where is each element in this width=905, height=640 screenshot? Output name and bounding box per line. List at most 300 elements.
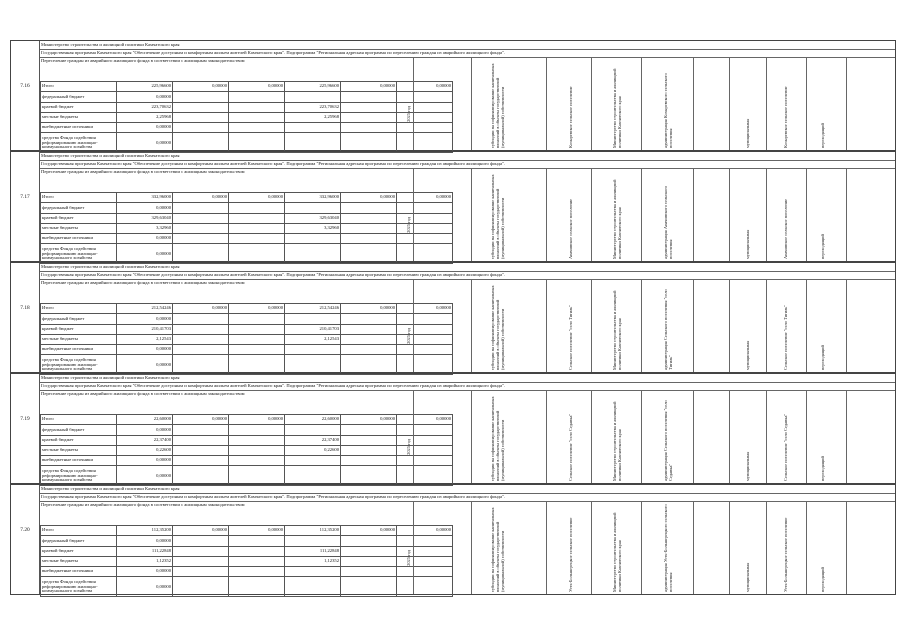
amount-cell [229, 314, 285, 324]
program-header: Государственная программа Камчатского края "Обеспечение доступным и комфортным жильем жителей Камчатского края". Подпрограмма "Региональная адресная программа по переселению граждан из аварийного жилищного фонда". [40, 49, 895, 58]
vertical-cell-v6 [771, 503, 799, 593]
vertical-text: Министерство строительства и жилищной политики Камчатского края [612, 512, 622, 592]
amount-cell [285, 466, 341, 486]
amount-cell: 0,00000 [229, 526, 285, 536]
table-row [41, 324, 453, 334]
vertical-cell-v3 [599, 503, 635, 593]
finance-grid [40, 303, 453, 375]
event-header: Переселение граждан из аварийного жилищного фонда в соответствии с жилищным законодательством [41, 391, 245, 396]
amount-cell: 0,00000 [397, 193, 453, 203]
vertical-cell-v7 [811, 392, 833, 482]
year-label: 2025 год [405, 217, 411, 233]
amount-cell: 0,00000 [117, 92, 173, 102]
table-row [41, 345, 453, 355]
vertical-text: переходящий [819, 456, 825, 481]
table-row [41, 304, 453, 314]
amount-cell [285, 425, 341, 435]
amount-cell [341, 536, 397, 546]
row-number: 7.16 [20, 83, 30, 89]
amount-cell [229, 112, 285, 122]
amount-cell: 0,00000 [117, 536, 173, 546]
row-number: 7.17 [20, 194, 30, 200]
amount-cell [285, 92, 341, 102]
amount-cell: 210,41703 [285, 324, 341, 334]
program-header: Государственная программа Камчатского края "Обеспечение доступным и комфортным жильем жителей Камчатского края". Подпрограмма "Региональная адресная программа по переселению граждан из аварийного жилищного фонда". [40, 382, 895, 391]
amount-cell [285, 345, 341, 355]
amount-cell [173, 334, 229, 344]
amount-cell [173, 567, 229, 577]
row-label: федеральный бюджет [41, 536, 117, 546]
amount-cell: 1,12352 [285, 556, 341, 566]
table-row [41, 244, 453, 264]
amount-cell: 0,00000 [341, 304, 397, 314]
column-divider [846, 57, 847, 150]
row-label: внебюджетные источники [41, 234, 117, 244]
column-divider [693, 168, 694, 261]
amount-cell [229, 203, 285, 213]
amount-cell: 0,22600 [117, 445, 173, 455]
amount-cell: 111,22848 [285, 546, 341, 556]
program-header: Государственная программа Камчатского края "Обеспечение доступным и комфортным жильем жителей Камчатского края". Подпрограмма "Региональная адресная программа по переселению граждан из аварийного жилищного фонда". [40, 493, 895, 502]
budget-table [10, 40, 896, 596]
amount-cell [173, 102, 229, 112]
amount-cell [173, 466, 229, 486]
column-divider [806, 57, 807, 150]
amount-cell: 0,00000 [117, 456, 173, 466]
amount-cell [229, 556, 285, 566]
row-label: местные бюджеты [41, 445, 117, 455]
vertical-cell-v2 [556, 392, 584, 482]
row-label: Итого [41, 526, 117, 536]
row-label: внебюджетные источники [41, 123, 117, 133]
column-divider [413, 279, 414, 372]
amount-cell [173, 536, 229, 546]
table-row [41, 112, 453, 122]
table-row [41, 92, 453, 102]
amount-cell [173, 345, 229, 355]
amount-cell: 0,00000 [117, 577, 173, 597]
vertical-cell-v5 [736, 503, 758, 593]
amount-cell [173, 577, 229, 597]
amount-cell: 0,00000 [173, 415, 229, 425]
amount-cell: 0,00000 [341, 82, 397, 92]
vertical-cell-v4 [651, 59, 685, 149]
vertical-cell-v1 [476, 281, 518, 371]
vertical-text: муниципальная [744, 451, 750, 481]
amount-cell [341, 324, 397, 334]
vertical-cell-v1 [476, 392, 518, 482]
amount-cell [285, 355, 341, 375]
vertical-cell-v5 [736, 392, 758, 482]
column-divider [591, 168, 592, 261]
column-divider [806, 501, 807, 594]
amount-cell [341, 102, 397, 112]
row-label: средства Фонда содействия реформированию жилищно-коммунального хозяйства [41, 355, 117, 375]
ministry-header: Министерство строительства и жилищной политики Камчатского края [40, 485, 895, 494]
table-row [41, 466, 453, 486]
column-divider [641, 168, 642, 261]
vertical-cell-v4 [651, 503, 685, 593]
year-label: 2025 год [405, 550, 411, 566]
amount-cell [285, 133, 341, 153]
amount-cell [341, 234, 397, 244]
amount-cell [229, 102, 285, 112]
table-row [41, 415, 453, 425]
amount-cell [341, 425, 397, 435]
finance-grid [40, 192, 453, 264]
amount-cell [229, 223, 285, 233]
column-divider [591, 279, 592, 372]
vertical-text: администрация Козыревского сельского поселения [663, 73, 673, 148]
column-divider [846, 279, 847, 372]
vertical-cell-v3 [599, 281, 635, 371]
finance-grid [40, 81, 453, 153]
amount-cell [341, 92, 397, 102]
amount-cell [173, 314, 229, 324]
amount-cell [285, 234, 341, 244]
amount-cell [229, 577, 285, 597]
table-row [41, 223, 453, 233]
amount-cell: 0,00000 [117, 425, 173, 435]
vertical-text: Министерство строительства и жилищной политики Камчатского края [612, 401, 622, 481]
row-label: местные бюджеты [41, 556, 117, 566]
row-label: средства Фонда содействия реформированию жилищно-коммунального хозяйства [41, 133, 117, 153]
amount-cell [173, 112, 229, 122]
vertical-cell-v4 [651, 281, 685, 371]
record-block [10, 151, 896, 262]
vertical-text: муниципальная [744, 118, 750, 148]
amount-cell [229, 466, 285, 486]
amount-cell [229, 355, 285, 375]
vertical-cell-v6 [771, 281, 799, 371]
amount-cell [341, 445, 397, 455]
amount-cell [173, 223, 229, 233]
amount-cell: 0,00000 [397, 82, 453, 92]
vertical-cell-v7 [811, 170, 833, 260]
amount-cell: 0,00000 [117, 345, 173, 355]
row-label: внебюджетные источники [41, 456, 117, 466]
amount-cell [341, 556, 397, 566]
row-label: федеральный бюджет [41, 314, 117, 324]
amount-cell [173, 324, 229, 334]
column-divider [413, 168, 414, 261]
amount-cell: 22,60000 [285, 415, 341, 425]
amount-cell: 212,54246 [285, 304, 341, 314]
table-row [41, 567, 453, 577]
amount-cell: 0,00000 [229, 82, 285, 92]
amount-cell [173, 92, 229, 102]
vertical-cell-v6 [771, 170, 799, 260]
vertical-text: Министерство строительства и жилищной политики Камчатского края [612, 68, 622, 148]
amount-cell [229, 213, 285, 223]
amount-cell [229, 456, 285, 466]
table-row [41, 556, 453, 566]
vertical-text: переходящий [819, 345, 825, 370]
column-divider [546, 57, 547, 150]
vertical-cell-v7 [811, 281, 833, 371]
column-divider [413, 390, 414, 483]
amount-cell: 0,00000 [397, 526, 453, 536]
vertical-text: переходящий [819, 567, 825, 592]
vertical-cell-v5 [736, 59, 758, 149]
amount-cell: 329,63040 [117, 213, 173, 223]
column-divider [693, 57, 694, 150]
row-label: средства Фонда содействия реформированию жилищно-коммунального хозяйства [41, 466, 117, 486]
column-divider [846, 168, 847, 261]
table-row [41, 445, 453, 455]
row-label: краевой бюджет [41, 546, 117, 556]
finance-grid [40, 414, 453, 486]
column-divider [729, 57, 730, 150]
amount-cell: 111,22848 [117, 546, 173, 556]
table-row [41, 456, 453, 466]
table-row [41, 314, 453, 324]
amount-cell [285, 314, 341, 324]
column-divider [729, 168, 730, 261]
amount-cell: 0,00000 [229, 193, 285, 203]
column-divider [729, 390, 730, 483]
amount-cell [341, 546, 397, 556]
column-divider [766, 390, 767, 483]
amount-cell: 223,70632 [117, 102, 173, 112]
amount-cell: 0,00000 [229, 304, 285, 314]
row-label: внебюджетные источники [41, 567, 117, 577]
amount-cell: 22,37400 [117, 435, 173, 445]
vertical-text: субсидии на софинансирование капитальных вложений в объекты государственной (муниципальной) собственности [489, 285, 505, 370]
amount-cell: 112,35200 [285, 526, 341, 536]
column-divider [546, 168, 547, 261]
amount-cell: 0,00000 [117, 123, 173, 133]
amount-cell: 225,96600 [285, 82, 341, 92]
year-cell [403, 414, 413, 480]
column-divider [413, 57, 414, 150]
amount-cell [229, 234, 285, 244]
amount-cell: 0,00000 [117, 355, 173, 375]
amount-cell [285, 577, 341, 597]
amount-cell [229, 345, 285, 355]
column-divider [641, 57, 642, 150]
table-row [41, 536, 453, 546]
ministry-header: Министерство строительства и жилищной политики Камчатского края [40, 152, 895, 161]
amount-cell [229, 244, 285, 264]
ministry-header: Министерство строительства и жилищной политики Камчатского края [40, 263, 895, 272]
finance-grid [40, 525, 453, 597]
column-divider [591, 501, 592, 594]
year-label: 2025 год [405, 328, 411, 344]
amount-cell [229, 536, 285, 546]
amount-cell: 332,96000 [285, 193, 341, 203]
amount-cell [285, 203, 341, 213]
vertical-text: Министерство строительства и жилищной политики Камчатского края [612, 290, 622, 370]
amount-cell [341, 203, 397, 213]
vertical-text: Сельское поселение "село Тигиль" [567, 304, 573, 370]
amount-cell [229, 435, 285, 445]
row-number: 7.18 [20, 305, 30, 311]
column-divider [766, 57, 767, 150]
row-label: местные бюджеты [41, 334, 117, 344]
amount-cell [229, 546, 285, 556]
row-label: федеральный бюджет [41, 203, 117, 213]
vertical-cell-v5 [736, 170, 758, 260]
vertical-cell-v4 [651, 392, 685, 482]
amount-cell: 0,22600 [285, 445, 341, 455]
amount-cell: 0,00000 [117, 466, 173, 486]
amount-cell [341, 112, 397, 122]
vertical-text: Апачинское сельское поселение [567, 198, 573, 259]
record-block [10, 262, 896, 373]
vertical-text: Козыревское сельское поселение [567, 86, 573, 148]
amount-cell: 0,00000 [117, 314, 173, 324]
amount-cell [229, 567, 285, 577]
amount-cell [285, 536, 341, 546]
vertical-text: субсидии на софинансирование капитальных вложений в объекты государственной (муниципальной) собственности [489, 396, 505, 481]
vertical-cell-v6 [771, 59, 799, 149]
column-divider [693, 501, 694, 594]
vertical-cell-v7 [811, 59, 833, 149]
amount-cell: 0,00000 [397, 415, 453, 425]
amount-cell [285, 244, 341, 264]
vertical-cell-v5 [736, 281, 758, 371]
column-divider [546, 390, 547, 483]
row-label: Итого [41, 193, 117, 203]
vertical-text: Усть-Большерецкое сельское поселение [782, 517, 788, 592]
amount-cell: 0,00000 [341, 193, 397, 203]
table-row [41, 102, 453, 112]
table-row [41, 203, 453, 213]
vertical-cell-v3 [599, 59, 635, 149]
vertical-cell-v3 [599, 170, 635, 260]
amount-cell [173, 133, 229, 153]
column-divider [641, 501, 642, 594]
amount-cell: 2,12543 [117, 334, 173, 344]
row-number: 7.19 [20, 416, 30, 422]
event-header: Переселение граждан из аварийного жилищного фонда в соответствии с жилищным законодательством [41, 169, 245, 174]
table-row [41, 435, 453, 445]
amount-cell [285, 123, 341, 133]
column-divider [846, 390, 847, 483]
vertical-text: администрация Апачинского сельского поселения [663, 185, 673, 259]
column-divider [806, 168, 807, 261]
program-header: Государственная программа Камчатского края "Обеспечение доступным и комфортным жильем жителей Камчатского края". Подпрограмма "Региональная адресная программа по переселению граждан из аварийного жилищного фонда". [40, 160, 895, 169]
table-row [41, 213, 453, 223]
row-label: Итого [41, 82, 117, 92]
row-label: федеральный бюджет [41, 92, 117, 102]
column-divider [693, 390, 694, 483]
vertical-text: Апачинское сельское поселение [782, 198, 788, 259]
amount-cell: 0,00000 [117, 244, 173, 264]
vertical-text: муниципальная [744, 562, 750, 592]
vertical-cell-v1 [476, 503, 518, 593]
vertical-cell-v1 [476, 59, 518, 149]
column-divider [591, 57, 592, 150]
vertical-text: Козыревское сельское поселение [782, 86, 788, 148]
amount-cell: 0,00000 [229, 415, 285, 425]
amount-cell [229, 334, 285, 344]
vertical-cell-v2 [556, 59, 584, 149]
amount-cell: 0,00000 [341, 526, 397, 536]
column-divider [766, 501, 767, 594]
amount-cell [173, 445, 229, 455]
vertical-text: Сельское поселение "село Седанка" [567, 413, 573, 481]
row-label: местные бюджеты [41, 112, 117, 122]
row-label: местные бюджеты [41, 223, 117, 233]
column-divider [846, 501, 847, 594]
amount-cell: 0,00000 [117, 567, 173, 577]
event-header: Переселение граждан из аварийного жилищного фонда в соответствии с жилищным законодательством [41, 502, 245, 507]
amount-cell: 3,32960 [117, 223, 173, 233]
amount-cell [341, 345, 397, 355]
year-label: 2025 год [405, 439, 411, 455]
amount-cell: 212,54246 [117, 304, 173, 314]
year-cell [403, 525, 413, 591]
amount-cell [229, 445, 285, 455]
row-label: средства Фонда содействия реформированию жилищно-коммунального хозяйства [41, 244, 117, 264]
table-row [41, 82, 453, 92]
column-divider [471, 279, 472, 372]
amount-cell [341, 123, 397, 133]
vertical-cell-v1 [476, 170, 518, 260]
amount-cell [173, 123, 229, 133]
vertical-text: Министерство строительства и жилищной политики Камчатского края [612, 179, 622, 259]
amount-cell [173, 355, 229, 375]
amount-cell [341, 577, 397, 597]
amount-cell [173, 203, 229, 213]
row-label: краевой бюджет [41, 324, 117, 334]
table-row [41, 334, 453, 344]
amount-cell: 0,00000 [397, 304, 453, 314]
year-cell [403, 303, 413, 369]
row-label: краевой бюджет [41, 435, 117, 445]
vertical-cell-v4 [651, 170, 685, 260]
column-divider [471, 168, 472, 261]
amount-cell: 3,32960 [285, 223, 341, 233]
record-block [10, 484, 896, 595]
ministry-header: Министерство строительства и жилищной политики Камчатского края [40, 374, 895, 383]
column-divider [806, 279, 807, 372]
vertical-text: муниципальная [744, 340, 750, 370]
event-header: Переселение граждан из аварийного жилищного фонда в соответствии с жилищным законодательством [41, 280, 245, 285]
vertical-text: администрация Сельского поселения "село Седанка" [663, 400, 673, 481]
amount-cell [173, 546, 229, 556]
column-divider [471, 390, 472, 483]
year-label: 2025 год [405, 106, 411, 122]
amount-cell: 0,00000 [117, 203, 173, 213]
amount-cell [341, 314, 397, 324]
row-label: средства Фонда содействия реформированию жилищно-коммунального хозяйства [41, 577, 117, 597]
amount-cell [229, 425, 285, 435]
amount-cell: 0,00000 [341, 415, 397, 425]
amount-cell [229, 324, 285, 334]
amount-cell [341, 334, 397, 344]
amount-cell: 0,00000 [173, 82, 229, 92]
amount-cell [341, 567, 397, 577]
vertical-text: администрация Сельского поселения "село Тигиль" [663, 289, 673, 370]
amount-cell [341, 435, 397, 445]
table-row [41, 546, 453, 556]
column-divider [641, 279, 642, 372]
amount-cell: 0,00000 [173, 193, 229, 203]
table-row [41, 577, 453, 597]
column-divider [766, 279, 767, 372]
amount-cell [173, 425, 229, 435]
column-divider [766, 168, 767, 261]
amount-cell [341, 133, 397, 153]
table-row [41, 234, 453, 244]
amount-cell: 0,00000 [117, 234, 173, 244]
amount-cell [341, 223, 397, 233]
table-row [41, 526, 453, 536]
amount-cell [173, 435, 229, 445]
